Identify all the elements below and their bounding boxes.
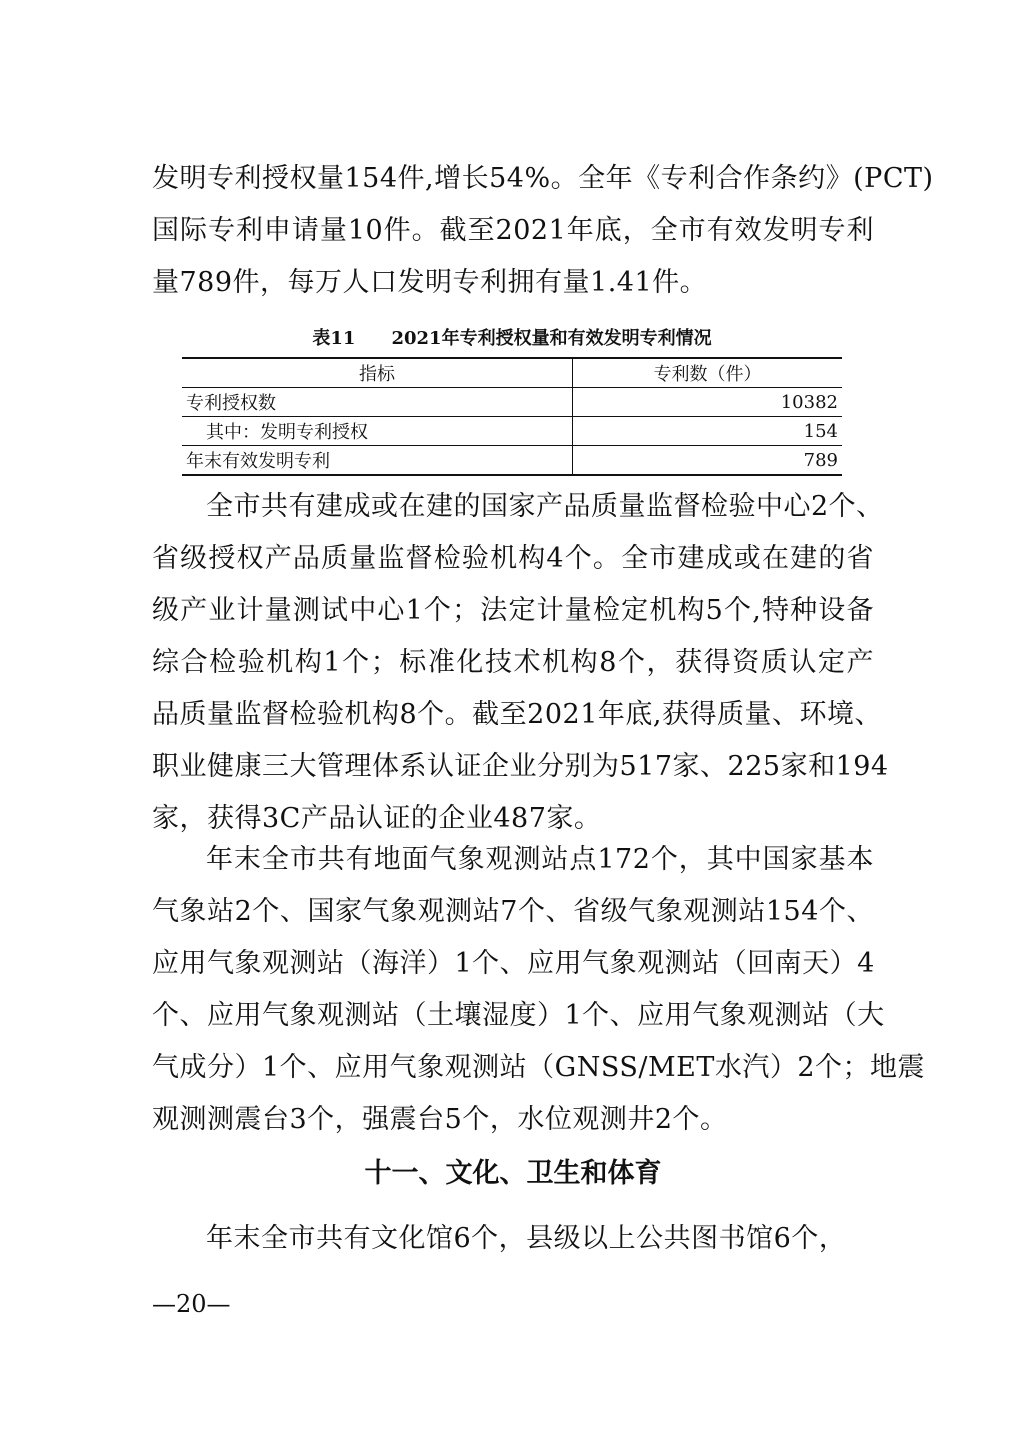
text-line: 国际专利申请量10件。截至2021年底，全市有效发明专利: [152, 215, 874, 246]
row-label: 年末有效发明专利: [182, 446, 573, 476]
text-line: 省级授权产品质量监督检验机构4个。全市建成或在建的省: [152, 543, 874, 574]
text-line: 品质量监督检验机构8个。截至2021年底,获得质量、环境、: [152, 699, 882, 730]
text-line: 气成分）1个、应用气象观测站（GNSS/MET水汽）2个；地震: [152, 1052, 926, 1083]
paragraph-quality-inspection: [152, 481, 889, 845]
page-number: —20—: [152, 1290, 231, 1318]
table-row: [182, 417, 842, 446]
paragraph-patents: [152, 153, 934, 309]
row-value: 10382: [573, 388, 843, 417]
text-line: 发明专利授权量154件,增长54%。全年《专利合作条约》(PCT): [152, 163, 934, 194]
text-line: 综合检验机构1个；标准化技术机构8个，获得资质认定产: [152, 647, 874, 678]
text-line: 量789件，每万人口发明专利拥有量1.41件。: [152, 267, 708, 298]
row-label: 其中：发明专利授权: [182, 417, 573, 446]
table-header-row: [182, 358, 842, 388]
text-line: 职业健康三大管理体系认证企业分别为517家、225家和194: [152, 751, 889, 782]
text-line: 家，获得3C产品认证的企业487家。: [152, 803, 602, 834]
table-caption-title: 2021年专利授权量和有效发明专利情况: [391, 328, 712, 349]
paragraph-culture: [152, 1213, 874, 1265]
table-caption: [182, 324, 842, 354]
table-row: [182, 388, 842, 417]
header-patent-count: 专利数（件）: [573, 358, 843, 388]
table-row: [182, 446, 842, 476]
section-heading: 十一、文化、卫生和体育: [364, 1158, 662, 1189]
text-line: 全市共有建成或在建的国家产品质量监督检验中心2个、: [206, 491, 884, 522]
table-caption-number: 表11: [312, 328, 356, 349]
patent-table: [182, 357, 842, 476]
text-line: 级产业计量测试中心1个；法定计量检定机构5个,特种设备: [152, 595, 874, 626]
text-line: 个、应用气象观测站（土壤湿度）1个、应用气象观测站（大: [152, 1000, 885, 1031]
text-line: 应用气象观测站（海洋）1个、应用气象观测站（回南天）4: [152, 948, 875, 979]
row-label: 专利授权数: [182, 388, 573, 417]
text-line: 年末全市共有文化馆6个，县级以上公共图书馆6个，: [206, 1223, 847, 1254]
text-line: 气象站2个、国家气象观测站7个、省级气象观测站154个、: [152, 896, 874, 927]
header-indicator: 指标: [182, 358, 573, 388]
paragraph-weather-stations: [152, 834, 926, 1146]
text-line: 观测测震台3个，强震台5个，水位观测井2个。: [152, 1104, 728, 1135]
row-value: 789: [803, 449, 838, 471]
text-line: 年末全市共有地面气象观测站点172个，其中国家基本: [206, 844, 874, 875]
row-value: 154: [573, 417, 843, 446]
